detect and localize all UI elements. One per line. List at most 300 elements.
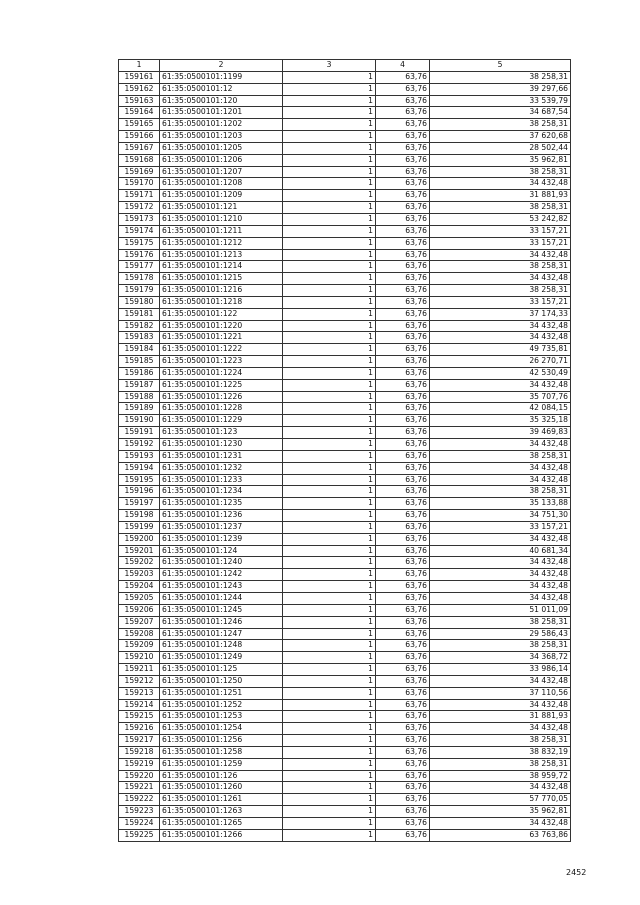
cadastral-number-cell: 61:35:0500101:1254 <box>160 723 283 735</box>
table-row <box>119 273 571 285</box>
row-number-cell: 159180 <box>119 296 160 308</box>
table-header-row <box>119 60 571 72</box>
value-cell: 33 157,21 <box>430 521 571 533</box>
cadastral-number-cell: 61:35:0500101:126 <box>160 770 283 782</box>
count-cell: 1 <box>283 474 376 486</box>
row-number-cell: 159224 <box>119 818 160 830</box>
row-number-cell: 159184 <box>119 344 160 356</box>
share-cell: 63,76 <box>376 486 430 498</box>
share-cell: 63,76 <box>376 782 430 794</box>
cadastral-number-cell: 61:35:0500101:1233 <box>160 474 283 486</box>
cadastral-number-cell: 61:35:0500101:1212 <box>160 237 283 249</box>
count-cell: 1 <box>283 71 376 83</box>
cadastral-number-cell: 61:35:0500101:123 <box>160 427 283 439</box>
cadastral-number-cell: 61:35:0500101:1211 <box>160 225 283 237</box>
cadastral-number-cell: 61:35:0500101:1210 <box>160 213 283 225</box>
cadastral-number-cell: 61:35:0500101:1246 <box>160 616 283 628</box>
table-row <box>119 735 571 747</box>
table-row <box>119 569 571 581</box>
value-cell: 38 258,31 <box>430 71 571 83</box>
count-cell: 1 <box>283 462 376 474</box>
share-cell: 63,76 <box>376 107 430 119</box>
value-cell: 34 432,48 <box>430 320 571 332</box>
value-cell: 34 687,54 <box>430 107 571 119</box>
row-number-cell: 159218 <box>119 746 160 758</box>
table-row <box>119 581 571 593</box>
cadastral-number-cell: 61:35:0500101:1205 <box>160 142 283 154</box>
share-cell: 63,76 <box>376 652 430 664</box>
share-cell: 63,76 <box>376 450 430 462</box>
table-row <box>119 794 571 806</box>
share-cell: 63,76 <box>376 545 430 557</box>
value-cell: 34 432,48 <box>430 699 571 711</box>
count-cell: 1 <box>283 687 376 699</box>
row-number-cell: 159187 <box>119 379 160 391</box>
value-cell: 37 110,56 <box>430 687 571 699</box>
count-cell: 1 <box>283 308 376 320</box>
cadastral-number-cell: 61:35:0500101:1249 <box>160 652 283 664</box>
value-cell: 34 432,48 <box>430 818 571 830</box>
count-cell: 1 <box>283 782 376 794</box>
table-row <box>119 379 571 391</box>
count-cell: 1 <box>283 273 376 285</box>
cadastral-number-cell: 61:35:0500101:1261 <box>160 794 283 806</box>
count-cell: 1 <box>283 225 376 237</box>
count-cell: 1 <box>283 450 376 462</box>
table-row <box>119 71 571 83</box>
share-cell: 63,76 <box>376 308 430 320</box>
table-row <box>119 723 571 735</box>
table-row <box>119 604 571 616</box>
count-cell: 1 <box>283 664 376 676</box>
share-cell: 63,76 <box>376 687 430 699</box>
row-number-cell: 159215 <box>119 711 160 723</box>
table-row <box>119 758 571 770</box>
cadastral-number-cell: 61:35:0500101:1228 <box>160 403 283 415</box>
row-number-cell: 159194 <box>119 462 160 474</box>
cadastral-number-cell: 61:35:0500101:1240 <box>160 557 283 569</box>
count-cell: 1 <box>283 178 376 190</box>
value-cell: 26 270,71 <box>430 356 571 368</box>
count-cell: 1 <box>283 190 376 202</box>
count-cell: 1 <box>283 699 376 711</box>
table-row <box>119 142 571 154</box>
value-cell: 34 432,48 <box>430 675 571 687</box>
row-number-cell: 159210 <box>119 652 160 664</box>
row-number-cell: 159213 <box>119 687 160 699</box>
table-row <box>119 131 571 143</box>
share-cell: 63,76 <box>376 320 430 332</box>
cadastral-number-cell: 61:35:0500101:1232 <box>160 462 283 474</box>
cadastral-number-cell: 61:35:0500101:1220 <box>160 320 283 332</box>
value-cell: 33 157,21 <box>430 296 571 308</box>
row-number-cell: 159192 <box>119 439 160 451</box>
count-cell: 1 <box>283 628 376 640</box>
value-cell: 42 084,15 <box>430 403 571 415</box>
count-cell: 1 <box>283 237 376 249</box>
value-cell: 34 432,48 <box>430 581 571 593</box>
value-cell: 38 258,31 <box>430 735 571 747</box>
row-number-cell: 159209 <box>119 640 160 652</box>
cadastral-number-cell: 61:35:0500101:1258 <box>160 746 283 758</box>
row-number-cell: 159220 <box>119 770 160 782</box>
table-row <box>119 261 571 273</box>
cadastral-number-cell: 61:35:0500101:122 <box>160 308 283 320</box>
table-row <box>119 237 571 249</box>
count-cell: 1 <box>283 758 376 770</box>
row-number-cell: 159178 <box>119 273 160 285</box>
table-row <box>119 367 571 379</box>
count-cell: 1 <box>283 652 376 664</box>
cadastral-number-cell: 61:35:0500101:1256 <box>160 735 283 747</box>
share-cell: 63,76 <box>376 403 430 415</box>
value-cell: 38 832,19 <box>430 746 571 758</box>
value-cell: 39 297,66 <box>430 83 571 95</box>
table-row <box>119 486 571 498</box>
share-cell: 63,76 <box>376 154 430 166</box>
table-row <box>119 202 571 214</box>
share-cell: 63,76 <box>376 439 430 451</box>
cadastral-number-cell: 61:35:0500101:1216 <box>160 285 283 297</box>
value-cell: 33 986,14 <box>430 664 571 676</box>
count-cell: 1 <box>283 794 376 806</box>
row-number-cell: 159195 <box>119 474 160 486</box>
count-cell: 1 <box>283 723 376 735</box>
table-row <box>119 332 571 344</box>
cadastral-number-cell: 61:35:0500101:121 <box>160 202 283 214</box>
row-number-cell: 159198 <box>119 510 160 522</box>
value-cell: 35 962,81 <box>430 806 571 818</box>
share-cell: 63,76 <box>376 758 430 770</box>
table-row <box>119 818 571 830</box>
share-cell: 63,76 <box>376 498 430 510</box>
count-cell: 1 <box>283 166 376 178</box>
column-header-5: 5 <box>430 60 571 72</box>
count-cell: 1 <box>283 616 376 628</box>
row-number-cell: 159203 <box>119 569 160 581</box>
count-cell: 1 <box>283 521 376 533</box>
count-cell: 1 <box>283 675 376 687</box>
table-row <box>119 225 571 237</box>
cadastral-number-cell: 61:35:0500101:125 <box>160 664 283 676</box>
count-cell: 1 <box>283 119 376 131</box>
share-cell: 63,76 <box>376 71 430 83</box>
value-cell: 63 763,86 <box>430 829 571 841</box>
table-row <box>119 450 571 462</box>
table-row <box>119 249 571 261</box>
share-cell: 63,76 <box>376 557 430 569</box>
share-cell: 63,76 <box>376 273 430 285</box>
count-cell: 1 <box>283 557 376 569</box>
row-number-cell: 159167 <box>119 142 160 154</box>
cadastral-number-cell: 61:35:0500101:1266 <box>160 829 283 841</box>
row-number-cell: 159219 <box>119 758 160 770</box>
count-cell: 1 <box>283 486 376 498</box>
share-cell: 63,76 <box>376 723 430 735</box>
row-number-cell: 159182 <box>119 320 160 332</box>
cadastral-number-cell: 61:35:0500101:1245 <box>160 604 283 616</box>
table-row <box>119 462 571 474</box>
cadastral-number-cell: 61:35:0500101:1231 <box>160 450 283 462</box>
row-number-cell: 159212 <box>119 675 160 687</box>
row-number-cell: 159179 <box>119 285 160 297</box>
table-row <box>119 474 571 486</box>
cadastral-number-cell: 61:35:0500101:1215 <box>160 273 283 285</box>
cadastral-number-cell: 61:35:0500101:1201 <box>160 107 283 119</box>
cadastral-number-cell: 61:35:0500101:1229 <box>160 415 283 427</box>
share-cell: 63,76 <box>376 237 430 249</box>
cadastral-number-cell: 61:35:0500101:1223 <box>160 356 283 368</box>
count-cell: 1 <box>283 770 376 782</box>
value-cell: 38 959,72 <box>430 770 571 782</box>
row-number-cell: 159201 <box>119 545 160 557</box>
page-number: 2452 <box>566 868 587 877</box>
table-row <box>119 616 571 628</box>
value-cell: 35 325,18 <box>430 415 571 427</box>
count-cell: 1 <box>283 439 376 451</box>
table-row <box>119 652 571 664</box>
cadastral-number-cell: 61:35:0500101:1253 <box>160 711 283 723</box>
cadastral-number-cell: 61:35:0500101:1226 <box>160 391 283 403</box>
count-cell: 1 <box>283 806 376 818</box>
cadastral-number-cell: 61:35:0500101:1218 <box>160 296 283 308</box>
value-cell: 35 962,81 <box>430 154 571 166</box>
cadastral-number-cell: 61:35:0500101:1242 <box>160 569 283 581</box>
value-cell: 34 432,48 <box>430 782 571 794</box>
value-cell: 38 258,31 <box>430 166 571 178</box>
row-number-cell: 159176 <box>119 249 160 261</box>
table-body <box>119 71 571 841</box>
share-cell: 63,76 <box>376 225 430 237</box>
cadastral-number-cell: 61:35:0500101:1199 <box>160 71 283 83</box>
row-number-cell: 159222 <box>119 794 160 806</box>
share-cell: 63,76 <box>376 628 430 640</box>
value-cell: 38 258,31 <box>430 450 571 462</box>
row-number-cell: 159223 <box>119 806 160 818</box>
row-number-cell: 159205 <box>119 592 160 604</box>
cadastral-number-cell: 61:35:0500101:1213 <box>160 249 283 261</box>
count-cell: 1 <box>283 285 376 297</box>
cadastral-number-cell: 61:35:0500101:1214 <box>160 261 283 273</box>
count-cell: 1 <box>283 735 376 747</box>
table-row <box>119 391 571 403</box>
value-cell: 38 258,31 <box>430 202 571 214</box>
share-cell: 63,76 <box>376 746 430 758</box>
row-number-cell: 159197 <box>119 498 160 510</box>
row-number-cell: 159202 <box>119 557 160 569</box>
count-cell: 1 <box>283 403 376 415</box>
row-number-cell: 159188 <box>119 391 160 403</box>
row-number-cell: 159214 <box>119 699 160 711</box>
row-number-cell: 159166 <box>119 131 160 143</box>
table-row <box>119 285 571 297</box>
table-row <box>119 592 571 604</box>
table-row <box>119 498 571 510</box>
table-row <box>119 439 571 451</box>
table-row <box>119 664 571 676</box>
count-cell: 1 <box>283 604 376 616</box>
table-row <box>119 83 571 95</box>
row-number-cell: 159171 <box>119 190 160 202</box>
value-cell: 33 157,21 <box>430 225 571 237</box>
value-cell: 34 432,48 <box>430 592 571 604</box>
cadastral-number-cell: 61:35:0500101:1251 <box>160 687 283 699</box>
cadastral-number-cell: 61:35:0500101:1203 <box>160 131 283 143</box>
row-number-cell: 159191 <box>119 427 160 439</box>
count-cell: 1 <box>283 320 376 332</box>
row-number-cell: 159185 <box>119 356 160 368</box>
table-row <box>119 154 571 166</box>
row-number-cell: 159181 <box>119 308 160 320</box>
row-number-cell: 159221 <box>119 782 160 794</box>
row-number-cell: 159168 <box>119 154 160 166</box>
share-cell: 63,76 <box>376 166 430 178</box>
row-number-cell: 159162 <box>119 83 160 95</box>
share-cell: 63,76 <box>376 664 430 676</box>
share-cell: 63,76 <box>376 391 430 403</box>
share-cell: 63,76 <box>376 356 430 368</box>
table-row <box>119 178 571 190</box>
cadastral-number-cell: 61:35:0500101:1222 <box>160 344 283 356</box>
row-number-cell: 159204 <box>119 581 160 593</box>
value-cell: 34 432,48 <box>430 439 571 451</box>
row-number-cell: 159163 <box>119 95 160 107</box>
share-cell: 63,76 <box>376 806 430 818</box>
count-cell: 1 <box>283 107 376 119</box>
value-cell: 51 011,09 <box>430 604 571 616</box>
table-row <box>119 782 571 794</box>
value-cell: 34 432,48 <box>430 178 571 190</box>
share-cell: 63,76 <box>376 818 430 830</box>
table-row <box>119 640 571 652</box>
table-row <box>119 675 571 687</box>
share-cell: 63,76 <box>376 95 430 107</box>
table-row <box>119 545 571 557</box>
table-row <box>119 711 571 723</box>
cadastral-table <box>118 59 571 842</box>
value-cell: 38 258,31 <box>430 119 571 131</box>
value-cell: 53 242,82 <box>430 213 571 225</box>
share-cell: 63,76 <box>376 367 430 379</box>
value-cell: 33 539,79 <box>430 95 571 107</box>
table-row <box>119 699 571 711</box>
table-row <box>119 320 571 332</box>
count-cell: 1 <box>283 367 376 379</box>
column-header-1: 1 <box>119 60 160 72</box>
cadastral-number-cell: 61:35:0500101:1209 <box>160 190 283 202</box>
count-cell: 1 <box>283 533 376 545</box>
cadastral-number-cell: 61:35:0500101:1202 <box>160 119 283 131</box>
cadastral-number-cell: 61:35:0500101:1250 <box>160 675 283 687</box>
cadastral-number-cell: 61:35:0500101:1260 <box>160 782 283 794</box>
count-cell: 1 <box>283 545 376 557</box>
row-number-cell: 159193 <box>119 450 160 462</box>
value-cell: 49 735,81 <box>430 344 571 356</box>
share-cell: 63,76 <box>376 249 430 261</box>
share-cell: 63,76 <box>376 379 430 391</box>
share-cell: 63,76 <box>376 640 430 652</box>
table-row <box>119 344 571 356</box>
share-cell: 63,76 <box>376 178 430 190</box>
cadastral-number-cell: 61:35:0500101:1263 <box>160 806 283 818</box>
column-header-3: 3 <box>283 60 376 72</box>
value-cell: 34 432,48 <box>430 569 571 581</box>
share-cell: 63,76 <box>376 202 430 214</box>
table-row <box>119 628 571 640</box>
table-row <box>119 403 571 415</box>
value-cell: 28 502,44 <box>430 142 571 154</box>
cadastral-number-cell: 61:35:0500101:1234 <box>160 486 283 498</box>
cadastral-number-cell: 61:35:0500101:1225 <box>160 379 283 391</box>
column-header-2: 2 <box>160 60 283 72</box>
value-cell: 29 586,43 <box>430 628 571 640</box>
cadastral-number-cell: 61:35:0500101:1248 <box>160 640 283 652</box>
table-row <box>119 308 571 320</box>
share-cell: 63,76 <box>376 829 430 841</box>
count-cell: 1 <box>283 154 376 166</box>
share-cell: 63,76 <box>376 533 430 545</box>
row-number-cell: 159177 <box>119 261 160 273</box>
count-cell: 1 <box>283 379 376 391</box>
row-number-cell: 159172 <box>119 202 160 214</box>
value-cell: 34 432,48 <box>430 379 571 391</box>
row-number-cell: 159225 <box>119 829 160 841</box>
row-number-cell: 159170 <box>119 178 160 190</box>
count-cell: 1 <box>283 427 376 439</box>
count-cell: 1 <box>283 581 376 593</box>
count-cell: 1 <box>283 415 376 427</box>
share-cell: 63,76 <box>376 770 430 782</box>
count-cell: 1 <box>283 829 376 841</box>
count-cell: 1 <box>283 95 376 107</box>
share-cell: 63,76 <box>376 332 430 344</box>
share-cell: 63,76 <box>376 521 430 533</box>
table-row <box>119 770 571 782</box>
table-row <box>119 190 571 202</box>
row-number-cell: 159175 <box>119 237 160 249</box>
share-cell: 63,76 <box>376 415 430 427</box>
value-cell: 38 258,31 <box>430 486 571 498</box>
value-cell: 34 432,48 <box>430 533 571 545</box>
value-cell: 39 469,83 <box>430 427 571 439</box>
cadastral-number-cell: 61:35:0500101:1239 <box>160 533 283 545</box>
count-cell: 1 <box>283 142 376 154</box>
value-cell: 40 681,34 <box>430 545 571 557</box>
row-number-cell: 159216 <box>119 723 160 735</box>
value-cell: 38 258,31 <box>430 758 571 770</box>
row-number-cell: 159161 <box>119 71 160 83</box>
row-number-cell: 159183 <box>119 332 160 344</box>
value-cell: 37 174,33 <box>430 308 571 320</box>
value-cell: 34 368,72 <box>430 652 571 664</box>
count-cell: 1 <box>283 510 376 522</box>
value-cell: 35 707,76 <box>430 391 571 403</box>
row-number-cell: 159207 <box>119 616 160 628</box>
table-row <box>119 557 571 569</box>
value-cell: 34 432,48 <box>430 474 571 486</box>
cadastral-number-cell: 61:35:0500101:1224 <box>160 367 283 379</box>
count-cell: 1 <box>283 569 376 581</box>
count-cell: 1 <box>283 344 376 356</box>
value-cell: 57 770,05 <box>430 794 571 806</box>
count-cell: 1 <box>283 592 376 604</box>
row-number-cell: 159190 <box>119 415 160 427</box>
cadastral-number-cell: 61:35:0500101:1207 <box>160 166 283 178</box>
column-header-4: 4 <box>376 60 430 72</box>
cadastral-number-cell: 61:35:0500101:1206 <box>160 154 283 166</box>
cadastral-number-cell: 61:35:0500101:1237 <box>160 521 283 533</box>
row-number-cell: 159174 <box>119 225 160 237</box>
